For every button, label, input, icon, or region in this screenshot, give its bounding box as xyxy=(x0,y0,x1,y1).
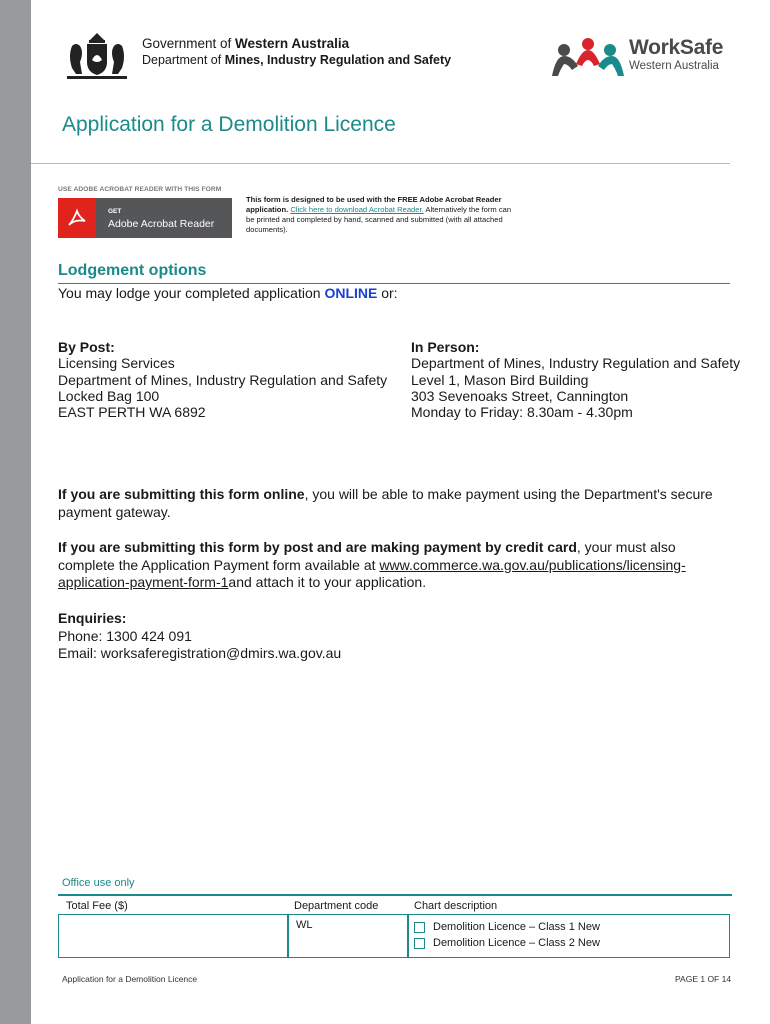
dept-prefix: Department of xyxy=(142,53,225,67)
post-payment-paragraph xyxy=(58,539,730,592)
intro-suffix: or: xyxy=(377,285,398,301)
person-heading: In Person: xyxy=(411,339,480,355)
post-line: EAST PERTH WA 6892 xyxy=(58,404,206,421)
office-use-title: Office use only xyxy=(62,877,135,889)
enquiries-email: Email: worksaferegistration@dmirs.wa.gov.au xyxy=(58,645,342,661)
online-link[interactable]: ONLINE xyxy=(324,285,378,301)
acrobat-caption: USE ADOBE ACROBAT READER WITH THIS FORM xyxy=(58,186,222,193)
person-line: 303 Sevenoaks Street, Cannington xyxy=(411,387,629,404)
person-line: Monday to Friday: 8.30am - 4.30pm xyxy=(411,404,633,421)
online-payment-paragraph xyxy=(58,486,730,521)
person-line: Level 1, Mason Bird Building xyxy=(411,371,589,388)
online-para-rest: , you will be able to make payment using the Department's secure payment gateway. xyxy=(58,486,713,520)
person-line: Department of Mines, Industry Regulation and Safety xyxy=(411,355,741,372)
class-1-label: Demolition Licence – Class 1 New xyxy=(433,921,600,933)
lodgement-heading: Lodgement options xyxy=(58,262,207,279)
worksafe-region: Western Australia xyxy=(629,60,719,72)
enquiries-phone: Phone: 1300 424 091 xyxy=(58,627,192,644)
wa-coat-of-arms-logo xyxy=(62,30,132,82)
post-heading: By Post: xyxy=(58,339,115,355)
lodgement-divider xyxy=(58,283,730,284)
get-acrobat-button[interactable] xyxy=(58,198,232,238)
post-line: Department of Mines, Industry Regulation and Safety xyxy=(58,371,388,388)
worksafe-people-logo xyxy=(548,34,628,78)
acrobat-name-label: Adobe Acrobat Reader xyxy=(108,218,215,230)
total-fee-field[interactable] xyxy=(58,914,288,958)
gov-prefix: Government of xyxy=(142,36,236,51)
post-line: Locked Bag 100 xyxy=(58,387,160,404)
class-2-checkbox[interactable] xyxy=(414,938,425,949)
footer-form-title: Application for a Demolition Licence xyxy=(62,974,198,984)
acrobat-get-label: GET xyxy=(108,208,122,215)
class-1-checkbox[interactable] xyxy=(414,922,425,933)
class-2-label: Demolition Licence – Class 2 New xyxy=(433,937,600,949)
worksafe-name: WorkSafe xyxy=(629,36,724,59)
payment-form-link[interactable]: www.commerce.wa.gov.au/publications/licensing-application-payment-form-1 xyxy=(58,556,686,590)
acrobat-note xyxy=(246,195,516,235)
dept-name: Mines, Industry Regulation and Safety xyxy=(224,53,452,67)
worksafe-wordmark xyxy=(629,37,723,73)
chart-description-label: Chart description xyxy=(414,900,498,912)
left-margin-bar xyxy=(0,0,31,1024)
post-para-end: and attach it to your application. xyxy=(228,574,427,590)
gov-state: Western Australia xyxy=(235,36,350,51)
class-1-option[interactable] xyxy=(414,921,600,933)
lodgement-intro xyxy=(58,285,398,301)
class-2-option[interactable] xyxy=(414,937,600,949)
enquiries xyxy=(58,610,341,663)
page-title: Application for a Demolition Licence xyxy=(62,113,396,136)
footer-page-number: PAGE 1 OF 14 xyxy=(675,974,732,984)
postal-address xyxy=(58,339,388,420)
department-code-label: Department code xyxy=(294,900,379,912)
acrobat-note-rest: Alternatively the form can be printed and completed by hand, scanned and submitted (with all attached documents). xyxy=(246,205,512,234)
intro-prefix: You may lodge your completed application xyxy=(58,285,325,301)
government-name xyxy=(142,35,451,69)
post-line: Licensing Services xyxy=(58,355,175,372)
post-para-bold: If you are submitting this form by post and are making payment by credit card xyxy=(58,539,577,555)
office-use-divider xyxy=(58,894,732,896)
in-person-address xyxy=(411,339,741,420)
total-fee-label: Total Fee ($) xyxy=(66,900,128,912)
online-para-bold: If you are submitting this form online xyxy=(58,486,305,502)
acrobat-icon xyxy=(58,198,96,238)
enquiries-heading: Enquiries: xyxy=(58,610,127,626)
department-code-value: WL xyxy=(296,919,313,931)
download-acrobat-link[interactable]: Click here to download Acrobat Reader. xyxy=(290,205,424,214)
post-para-rest: , your must also complete the Application Payment form available at xyxy=(58,539,676,573)
acrobat-note-bold: This form is designed to be used with the FREE Adobe Acrobat Reader application. xyxy=(246,195,502,214)
title-divider xyxy=(31,163,730,164)
